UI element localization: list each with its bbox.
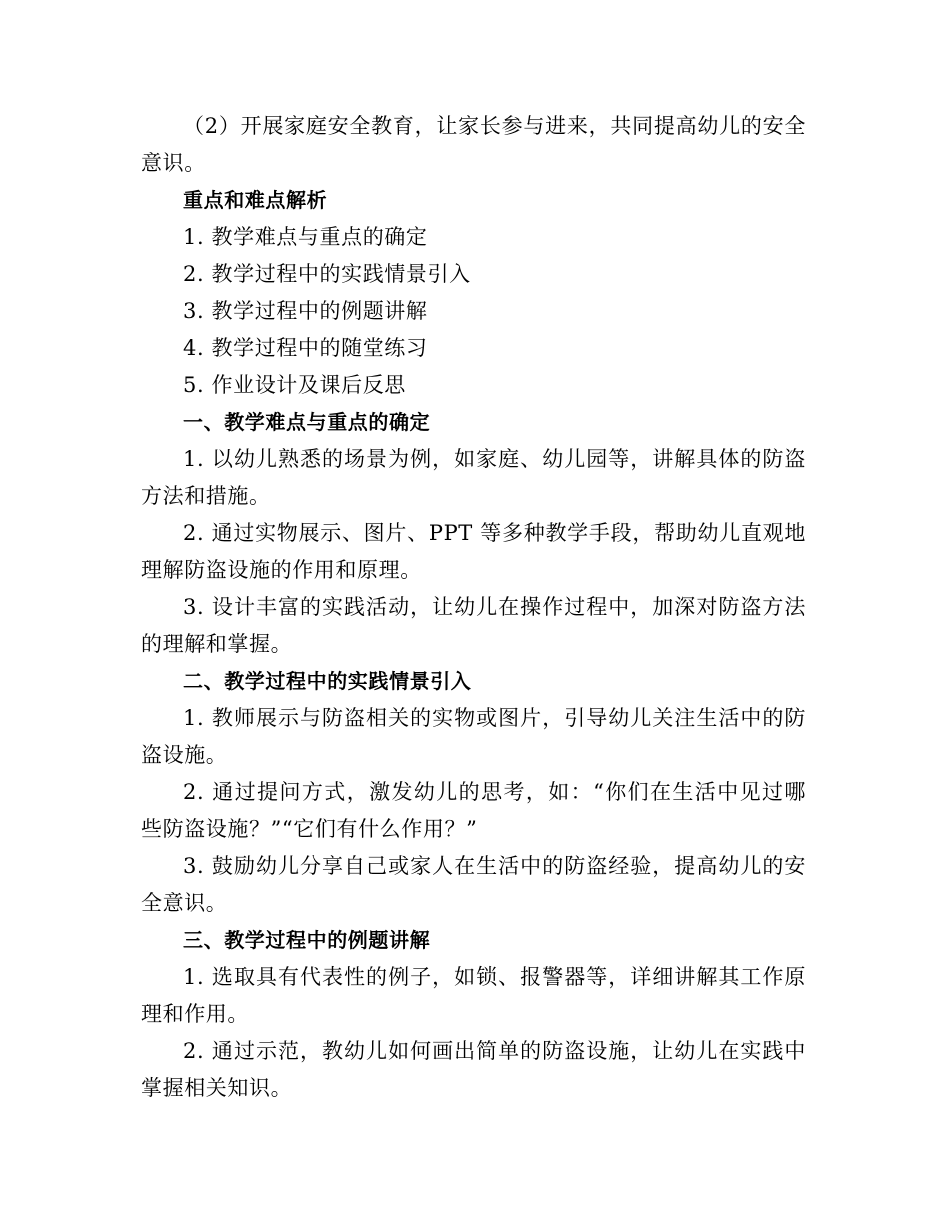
- paragraph: 1. 选取具有代表性的例子，如锁、报警器等，详细讲解其工作原理和作用。: [141, 965, 806, 1026]
- heading-section-2: 二、教学过程中的实践情景引入: [183, 669, 472, 693]
- paragraph: 2. 通过示范，教幼儿如何画出简单的防盗设施，让幼儿在实践中掌握相关知识。: [141, 1039, 806, 1100]
- paragraph: 2. 通过提问方式，激发幼儿的思考，如：“你们在生活中见过哪些防盗设施？”“它们有什么作用？”: [141, 780, 806, 841]
- heading-section-1: 一、教学难点与重点的确定: [183, 410, 431, 434]
- paragraph-family-safety: （2）开展家庭安全教育，让家长参与进来，共同提高幼儿的安全意识。: [141, 114, 806, 175]
- list-item: 5. 作业设计及课后反思: [183, 373, 406, 397]
- paragraph: 2. 通过实物展示、图片、PPT 等多种教学手段，帮助幼儿直观地理解防盗设施的作用和原理。: [141, 521, 806, 582]
- heading-section-3: 三、教学过程中的例题讲解: [183, 928, 431, 952]
- list-item: 2. 教学过程中的实践情景引入: [183, 262, 471, 286]
- document-body: [141, 108, 806, 1107]
- heading-key-difficult-points: 重点和难点解析: [183, 188, 328, 212]
- paragraph: 1. 教师展示与防盗相关的实物或图片，引导幼儿关注生活中的防盗设施。: [141, 706, 806, 767]
- list-item: 4. 教学过程中的随堂练习: [183, 336, 428, 360]
- paragraph: 3. 设计丰富的实践活动，让幼儿在操作过程中，加深对防盗方法的理解和掌握。: [141, 595, 806, 656]
- paragraph: 3. 鼓励幼儿分享自己或家人在生活中的防盗经验，提高幼儿的安全意识。: [141, 854, 806, 915]
- list-item: 3. 教学过程中的例题讲解: [183, 299, 428, 323]
- paragraph: 1. 以幼儿熟悉的场景为例，如家庭、幼儿园等，讲解具体的防盗方法和措施。: [141, 447, 806, 508]
- list-item: 1. 教学难点与重点的确定: [183, 225, 428, 249]
